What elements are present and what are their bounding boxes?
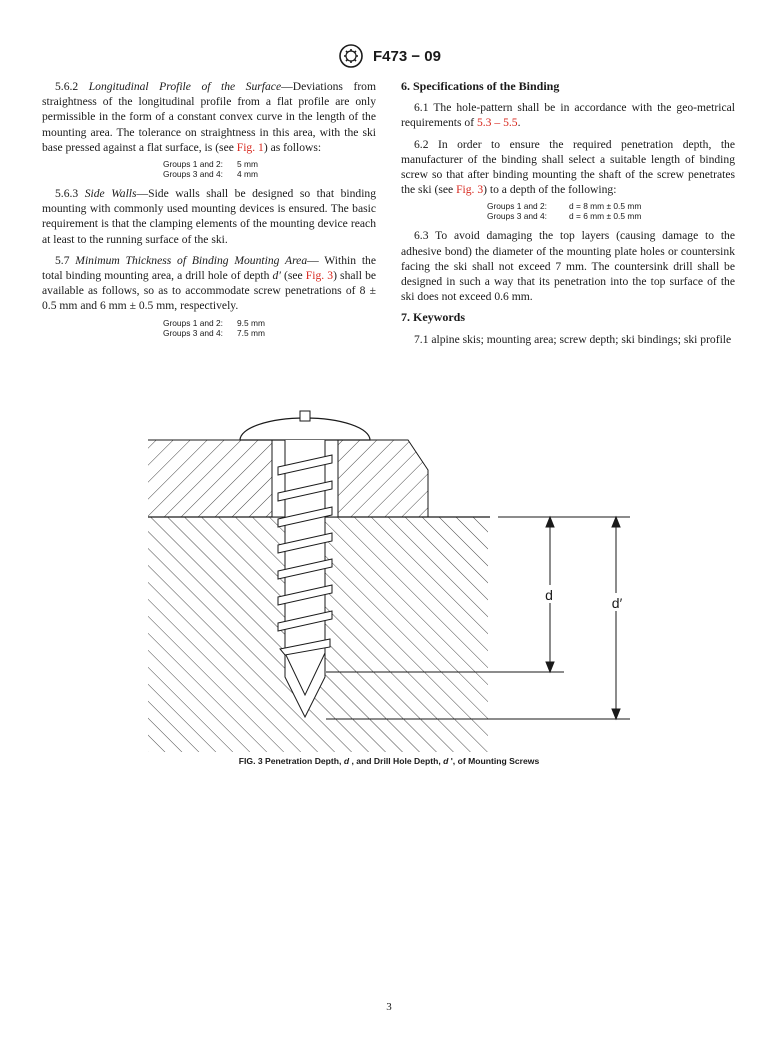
page-header [0,44,778,68]
tolerance-spec [42,159,376,179]
spec-row: Groups 3 and 4: 7.5 mm [162,327,265,338]
figure-caption: FIG. 3 Penetration Depth, d , and Drill Hole Depth, d ', of Mounting Screws [238,756,540,766]
spec-row: Groups 1 and 2: 9.5 mm [162,317,265,328]
figure-3-diagram [140,405,660,753]
penetration-spec [401,201,735,221]
para-6-2: 6.2 In order to ensure the required penetration depth, the manufacturer of the binding shall select a suitable length of binding screw so that after binding mounting the shaft of the screw penetrates the ski (see Fig. 3) to a depth of the following: [401,137,735,197]
para-5-6-2: 5.6.2 Longitudinal Profile of the Surface—Deviations from straightness of the longitudinal profile from a flat profile are only permissible in the form of a constant convex curve in the length of the mounting area. The tolerance on straightness in this area, with the ski base pressed against a flat surface, is (see Fig. 1) as follows: [42,80,376,154]
depth-dprime-label: d′ [611,595,623,611]
astm-logo-icon [337,44,365,68]
para-title: Side Walls [84,187,137,201]
spec-row: Groups 3 and 4: 4 mm [162,169,258,180]
para-title: Longitudinal Profile of the Surface [88,80,282,93]
section-7-heading: 7. Keywords [401,310,465,325]
thickness-spec [42,318,376,338]
para-title: Minimum Thickness of Binding Mounting Area [75,253,308,267]
spec-row: Groups 1 and 2: d = 8 mm ± 0.5 mm [486,201,642,212]
fig3-link[interactable]: Fig. 3 [305,269,334,283]
section-6-heading: 6. Specifications of the Binding [401,79,560,93]
spec-row: Groups 1 and 2: 5 mm [162,159,258,170]
para-7-1: 7.1 alpine skis; mounting area; screw depth; ski bindings; ski profile [414,332,732,346]
para-6-3: 6.3 To avoid damaging the top layers (causing damage to the adhesive bond) the diameter of the mounting plate holes or countersink facing the ski shall not exceed 7 mm. The countersink drill shall be designed in such a way that its penetration into the top surface of the ski does not exceed 0.6 mm. [401,229,735,304]
standard-designation: F473 − 09 [373,47,441,65]
fig3-link[interactable]: Fig. 3 [456,183,484,197]
depth-d-label: d [545,587,553,603]
para-5-7: 5.7 Minimum Thickness of Binding Mounting Area— Within the total binding mounting area, a drill hole of depth d′ (see Fig. 3) shall be available as follows, so as to accommodate screw penetrations of 8 ± 0.5 mm and 6 mm ± 0.5 mm, respectively. [42,253,377,313]
fig1-link[interactable]: Fig. 1 [236,140,264,154]
page-number: 3 [386,1001,392,1013]
left-column [42,79,376,345]
section-range-link[interactable]: 5.3 – 5.5 [476,116,518,130]
right-column [401,79,735,353]
para-5-6-3: 5.6.3 Side Walls—Side walls shall be designed so that binding mounting with commonly used mounting devices is ensured. The basic requirement is that the clamping elements of the mounting device reach at least to the running surface of the ski. [42,187,377,246]
screw-slot [300,411,310,421]
spec-row: Groups 3 and 4: d = 6 mm ± 0.5 mm [486,211,642,222]
para-6-1: 6.1 The hole-pattern shall be in accordance with the geo-metrical requirements of 5.3 – 5.5. [401,101,735,130]
